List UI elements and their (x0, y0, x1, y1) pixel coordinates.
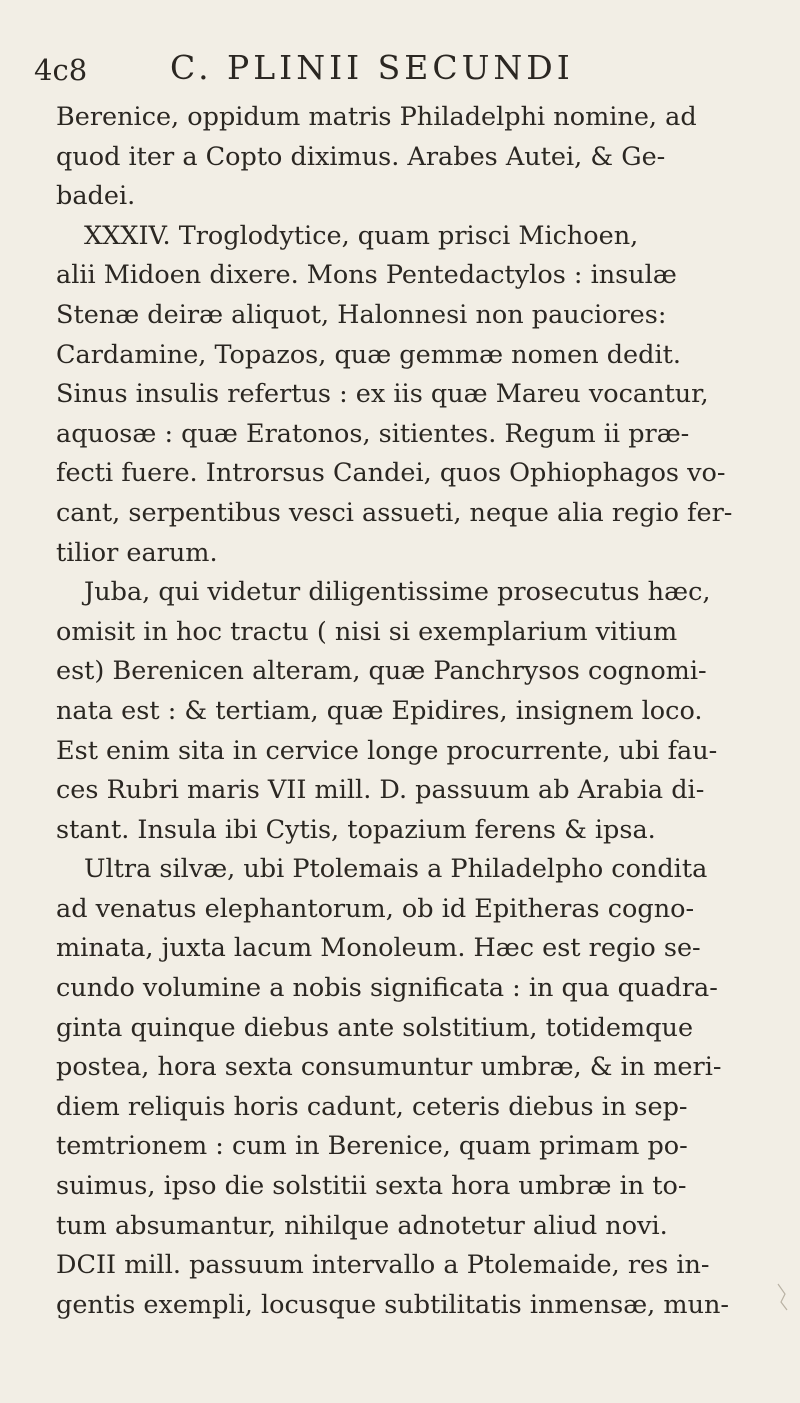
text-line: ad venatus elephantorum, ob id Epitheras cogno- (56, 893, 695, 924)
text-line: suimus, ipso die solstitii sexta hora umbræ in to- (56, 1171, 687, 1202)
text-line: quod iter a Copto diximus. Arabes Autei, & Ge- (56, 141, 666, 172)
text-line: Berenice, oppidum matris Philadelphi nomine, ad (56, 102, 697, 132)
text-line: Est enim sita in cervice longe procurrente, ubi fau- (56, 735, 718, 766)
text-line: minata, juxta lacum Monoleum. Hæc est regio se- (56, 933, 701, 964)
body-text (56, 98, 736, 1325)
text-line: diem reliquis horis cadunt, ceteris diebus in sep- (56, 1091, 688, 1122)
text-line: nata est : & tertiam, quæ Epidires, insignem loco. (56, 695, 703, 726)
text-line: est) Berenicen alteram, quæ Panchrysos cognomi- (56, 656, 707, 687)
text-line: gentis exempli, locusque subtilitatis inmensæ, mun- (56, 1289, 730, 1320)
text-line: Ultra silvæ, ubi Ptolemais a Philadelpho condita (84, 854, 708, 885)
text-line: tum absumantur, nihilque adnotetur aliud novi. (56, 1210, 668, 1241)
running-title: C. PLINII SECUNDI (170, 48, 574, 87)
text-line: postea, hora sexta consumuntur umbræ, & in meri- (56, 1052, 722, 1083)
text-line: fecti fuere. Introrsus Candei, quos Ophiophagos vo- (56, 458, 726, 489)
text-line: aquosæ : quæ Eratonos, sitientes. Regum ii præ- (56, 418, 690, 449)
page-header (34, 48, 734, 88)
text-line: alii Midoen dixere. Mons Pentedaϲtylos : insulæ (56, 260, 677, 291)
text-line: Sinus insulis refertus : ex iis quæ Mareu vocantur, (56, 379, 709, 410)
text-line: stant. Insula ibi Cytis, topazium ferens & ipsa. (56, 814, 656, 845)
page-number: 4c8 (34, 53, 88, 87)
text-line: ces Rubri maris VII mill. D. passuum ab Arabia di- (56, 775, 705, 806)
text-line: XXXIV. Troglodytice, quam prisci Michoen, (84, 220, 639, 251)
text-line: ginta quinque diebus ante solstitium, totidemque (56, 1012, 694, 1043)
text-line: DCII mill. passuum intervallo a Ptolemaide, res in- (56, 1250, 710, 1281)
text-line: badei. (56, 181, 136, 212)
text-line: omisit in hoc tractu ( nisi si exemplarium vitium (56, 616, 678, 647)
text-line: cant, serpentibus vesci assueti, neque alia regio fer- (56, 497, 733, 528)
text-line: cundo volumine a nobis significata : in qua quadra- (56, 973, 718, 1004)
text-line: Stenæ deiræ aliquot, Halonnesi non pauciores: (56, 299, 667, 330)
text-line: Cardamine, Topazos, quæ gemmæ nomen dedit. (56, 339, 681, 370)
text-line: tilior earum. (56, 537, 218, 568)
text-line: temtrionem : cum in Berenice, quam primam po- (56, 1131, 688, 1162)
margin-mark (776, 1282, 790, 1312)
text-line: Juba, qui videtur diligentissime prosecutus hæc, (84, 577, 711, 608)
